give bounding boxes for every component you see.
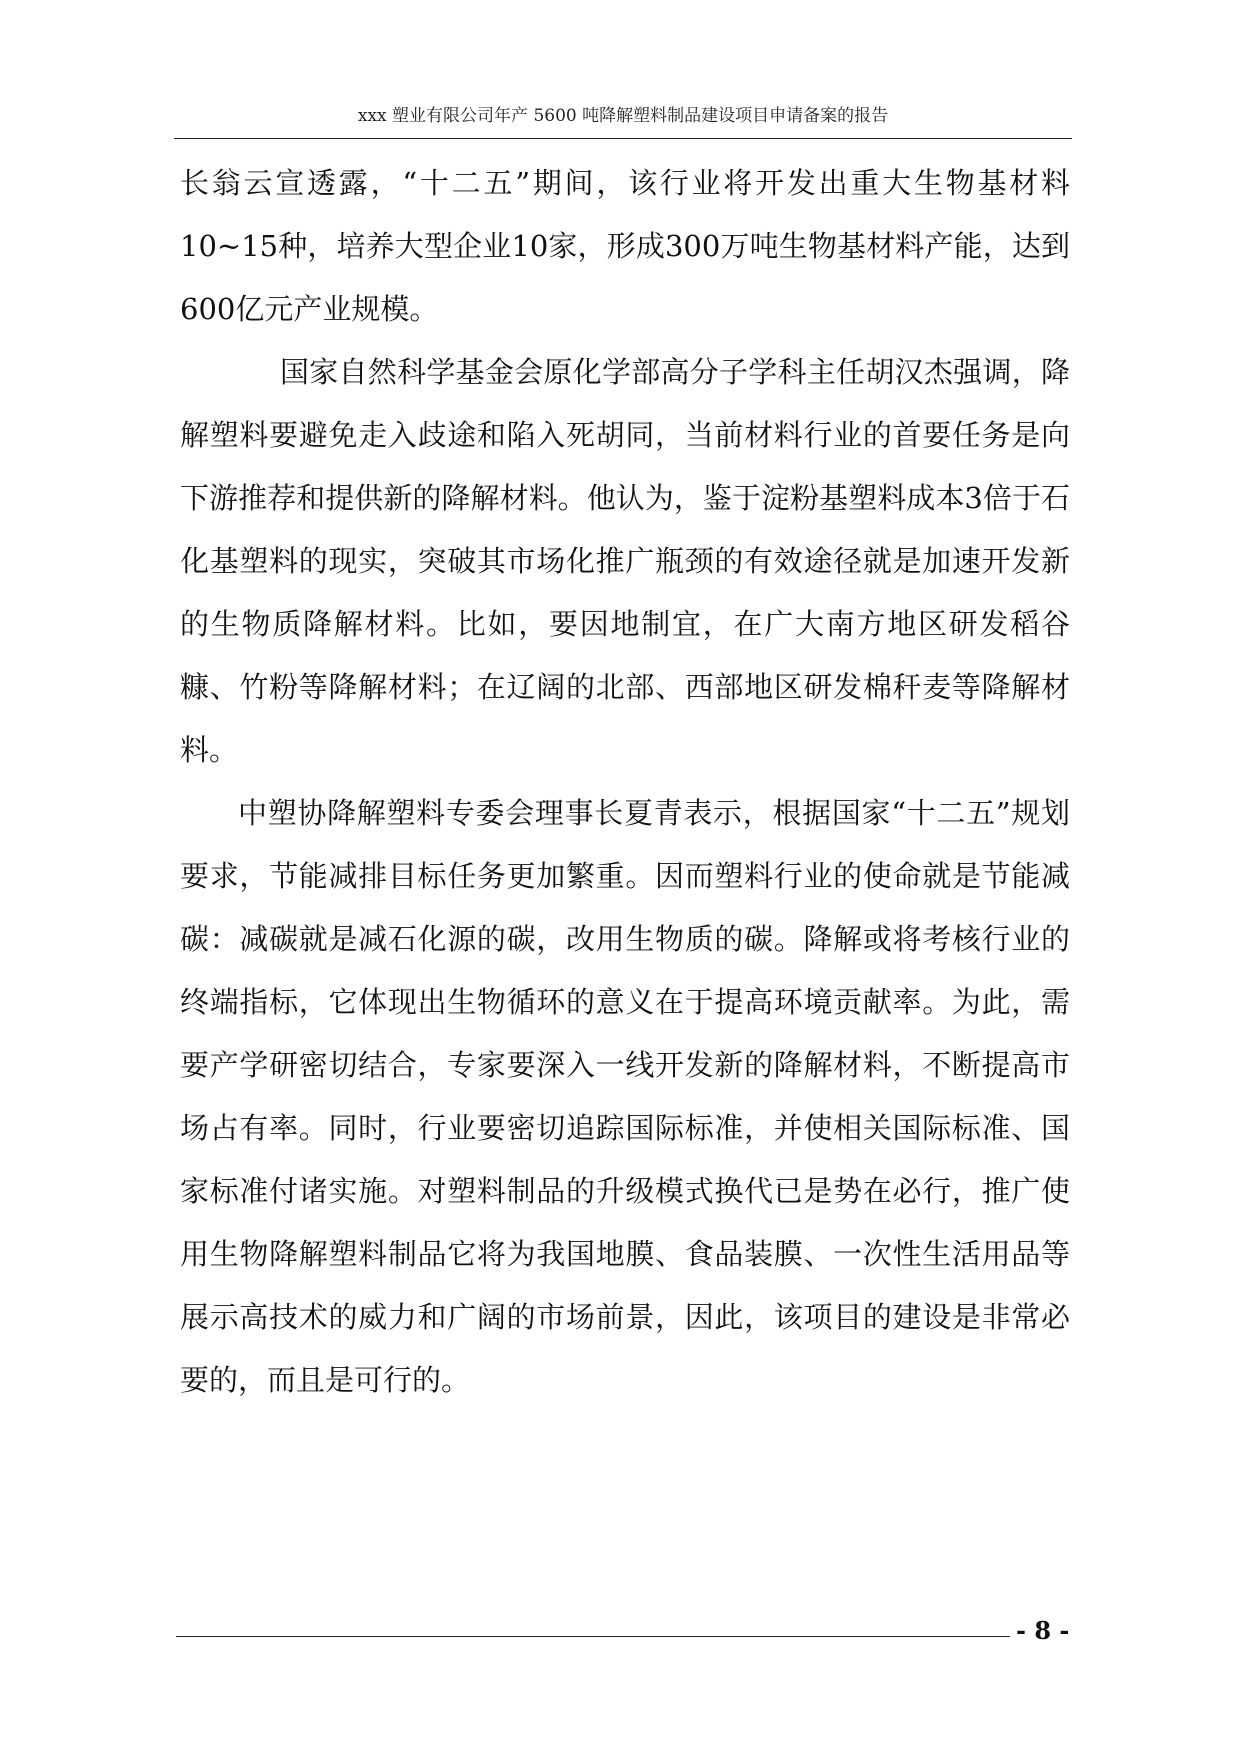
page-header-title: xxx 塑业有限公司年产 5600 吨降解塑料制品建设项目申请备案的报告 [357, 106, 889, 126]
document-body [180, 152, 1070, 1412]
paragraph-2: 国家自然科学基金会原化学部高分子学科主任胡汉杰强调，降解塑料要避免走入歧途和陷入死胡同，当前材料行业的首要任务是向下游推荐和提供新的降解材料。他认为，鉴于淀粉基塑料成本3倍于石化基塑料的现实，突破其市场化推广瓶颈的有效途径就是加速开发新的生物质降解材料。比如，要因地制宜，在广大南方地区研发稻谷糠、竹粉等降解材料；在辽阔的北部、西部地区研发棉秆麦等降解材料。 [180, 355, 1070, 767]
paragraph-1: 长翁云宣透露，“十二五”期间，该行业将开发出重大生物基材料10~15种，培养大型企业10家，形成300万吨生物基材料产能，达到600亿元产业规模。 [180, 166, 1070, 326]
footer-divider [176, 1636, 1010, 1637]
header-divider [174, 138, 1072, 139]
page-number: - 8 - [1016, 1616, 1070, 1645]
paragraph-3: 中塑协降解塑料专委会理事长夏青表示，根据国家“十二五”规划要求，节能减排目标任务更加繁重。因而塑料行业的使命就是节能减碳：减碳就是减石化源的碳，改用生物质的碳。降解或将考核行业的终端指标，它体现出生物循环的意义在于提高环境贡献率。为此，需要产学研密切结合，专家要深入一线开发新的降解材料，不断提高市场占有率。同时，行业要密切追踪国际标准，并使相关国际标准、国家标准付诸实施。对塑料制品的升级模式换代已是势在必行，推广使用生物降解塑料制品它将为我国地膜、食品装膜、一次性生活用品等展示高技术的威力和广阔的市场前景，因此，该项目的建设是非常必要的，而且是可行的。 [180, 796, 1070, 1397]
